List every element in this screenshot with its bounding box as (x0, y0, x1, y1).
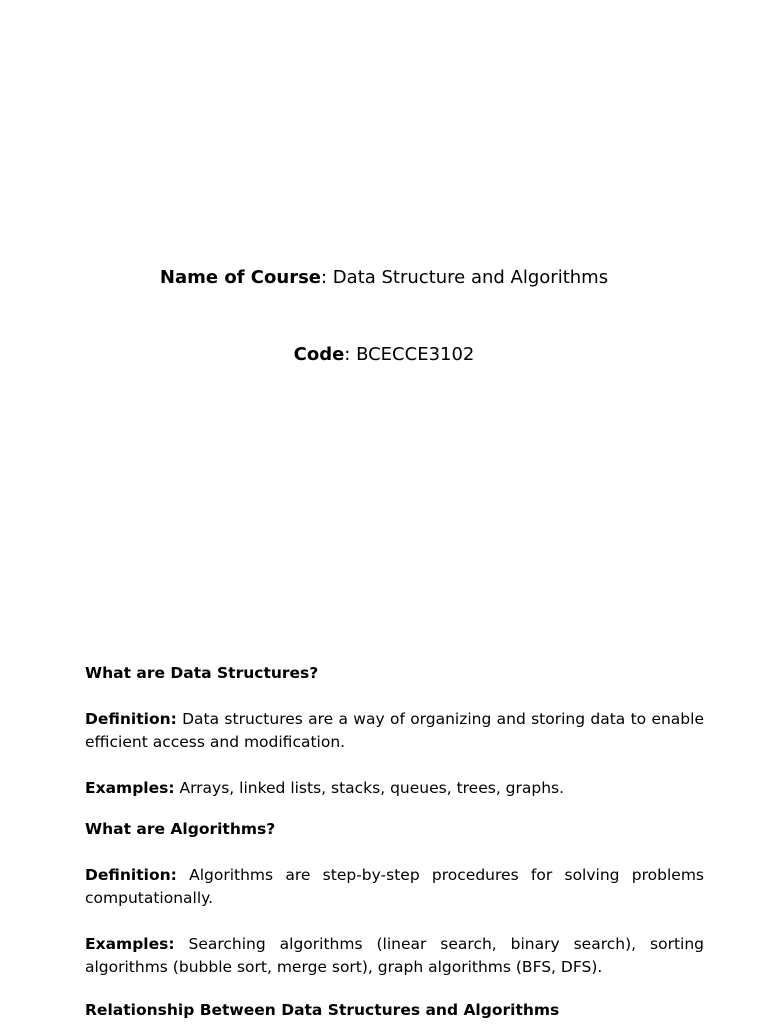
algorithms-definition-label: Definition: (85, 866, 177, 884)
algorithms-definition (85, 864, 704, 910)
algorithms-examples-text: Searching algorithms (linear search, binary search), sorting algorithms (bubble sort, merge sort), graph algorithms (BFS, DFS). (85, 935, 704, 976)
data-structures-examples-label: Examples: (85, 779, 175, 797)
course-code-label: Code (293, 344, 345, 365)
data-structures-definition-label: Definition: (85, 710, 177, 728)
algorithms-heading-text: What are Algorithms? (85, 820, 276, 838)
data-structures-heading-text: What are Data Structures? (85, 664, 319, 682)
relationship-heading-text: Relationship Between Data Structures and Algorithms (85, 1001, 560, 1019)
algorithms-definition-text: Algorithms are step-by-step procedures for solving problems computationally. (85, 866, 704, 907)
data-structures-definition-text: Data structures are a way of organizing and storing data to enable efficient access and modification. (85, 710, 704, 751)
course-code-line (0, 344, 768, 366)
data-structures-definition (85, 708, 704, 754)
algorithms-examples (85, 933, 704, 979)
course-name-label: Name of Course (159, 267, 322, 288)
algorithms-heading (85, 818, 704, 841)
course-name-line (0, 267, 768, 289)
course-code-value: : BCECCE3102 (344, 344, 475, 365)
course-name-value: : Data Structure and Algorithms (321, 267, 609, 288)
data-structures-examples (85, 777, 704, 800)
data-structures-examples-text: Arrays, linked lists, stacks, queues, trees, graphs. (174, 779, 565, 797)
relationship-heading (85, 999, 704, 1022)
algorithms-examples-label: Examples: (85, 935, 175, 953)
data-structures-heading (85, 662, 704, 685)
